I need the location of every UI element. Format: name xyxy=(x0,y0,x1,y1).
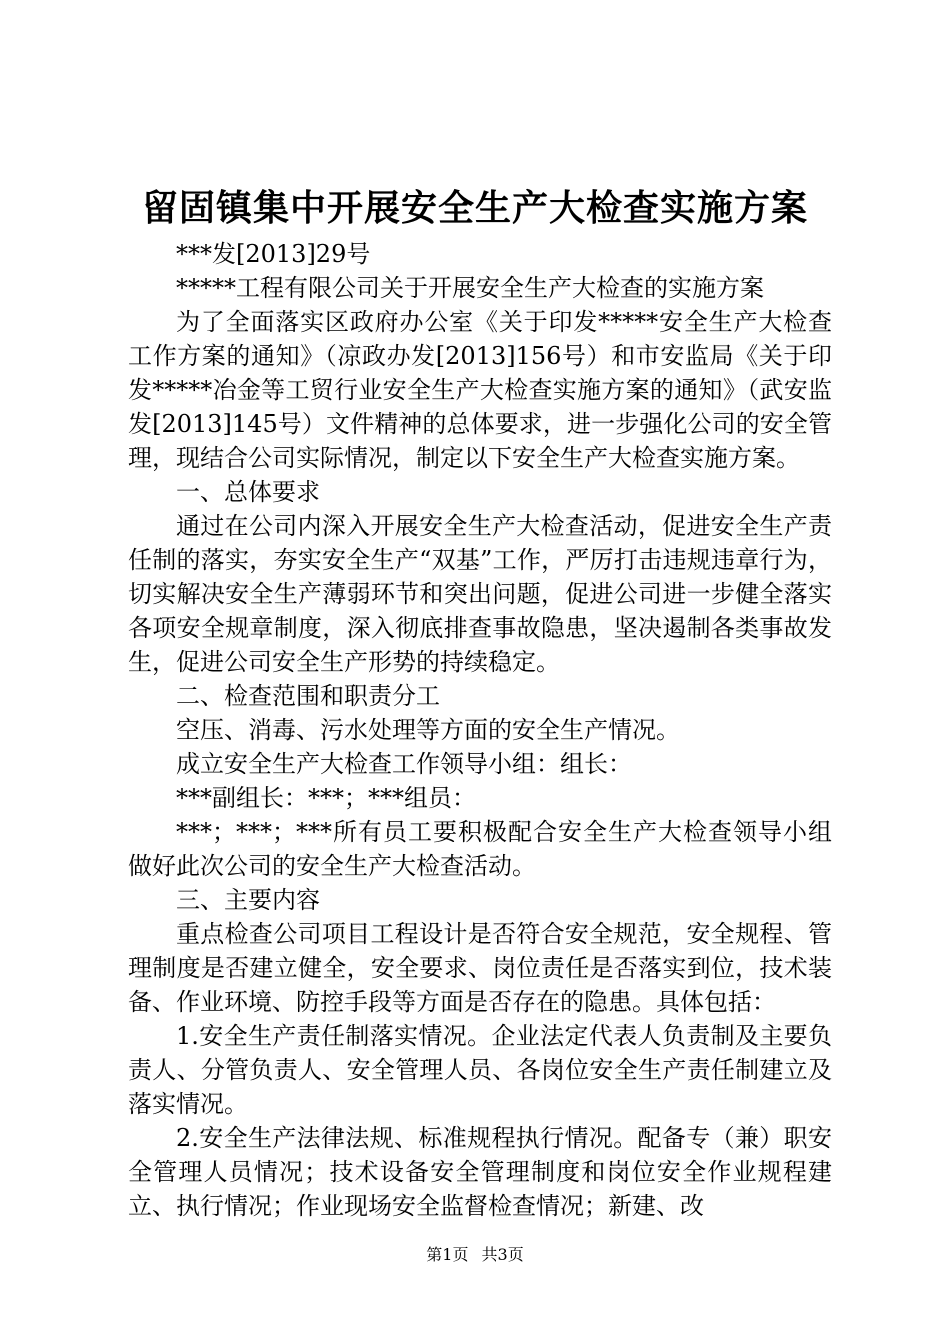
paragraph: 重点检查公司项目工程设计是否符合安全规范，安全规程、管理制度是否建立健全，安全要求、岗位责任是否落实到位，技术装备、作业环境、防控手段等方面是否存在的隐患。具体包括： xyxy=(128,920,832,1016)
paragraph: 空压、消毒、污水处理等方面的安全生产情况。 xyxy=(176,716,680,744)
document-title: 留固镇集中开展安全生产大检查实施方案 xyxy=(141,187,808,229)
page-footer xyxy=(0,1242,950,1265)
paragraph: ***副组长：***；***组员： xyxy=(176,784,476,812)
paragraph: ***；***；***所有员工要积极配合安全生产大检查领导小组做好此次公司的安全生产大检查活动。 xyxy=(128,818,832,880)
page-number: 第1页 xyxy=(426,1245,469,1264)
paragraph: 成立安全生产大检查工作领导小组：组长： xyxy=(176,750,632,778)
list-item: 2.安全生产法律法规、标准规程执行情况。配备专（兼）职安全管理人员情况；技术设备安全管理制度和岗位安全作业规程建立、执行情况；作业现场安全监督检查情况；新建、改 xyxy=(128,1124,832,1220)
document-body xyxy=(128,237,832,1223)
doc-number: ***发[2013]29号 xyxy=(176,240,371,268)
section-heading: 一、总体要求 xyxy=(176,478,320,506)
paragraph: 通过在公司内深入开展安全生产大检查活动，促进安全生产责任制的落实，夯实安全生产“双基”工作，严厉打击违规违章行为，切实解决安全生产薄弱环节和突出问题，促进公司进一步健全落实各项安全规章制度，深入彻底排查事故隐患，坚决遏制各类事故发生，促进公司安全生产形势的持续稳定。 xyxy=(128,512,832,676)
section-heading: 三、主要内容 xyxy=(176,886,320,914)
list-item: 1.安全生产责任制落实情况。企业法定代表人负责制及主要负责人、分管负责人、安全管理人员、各岗位安全生产责任制建立及落实情况。 xyxy=(128,1022,832,1118)
section-heading: 二、检查范围和职责分工 xyxy=(176,682,440,710)
paragraph: 为了全面落实区政府办公室《关于印发*****安全生产大检查工作方案的通知》（凉政办发[2013]156号）和市安监局《关于印发*****冶金等工贸行业安全生产大检查实施方案的通知》（武安监发[2013]145号）文件精神的总体要求，进一步强化公司的安全管理，现结合公司实际情况，制定以下安全生产大检查实施方案。 xyxy=(128,308,832,472)
page-total: 共3页 xyxy=(481,1245,524,1264)
doc-subtitle: *****工程有限公司关于开展安全生产大检查的实施方案 xyxy=(176,274,764,302)
